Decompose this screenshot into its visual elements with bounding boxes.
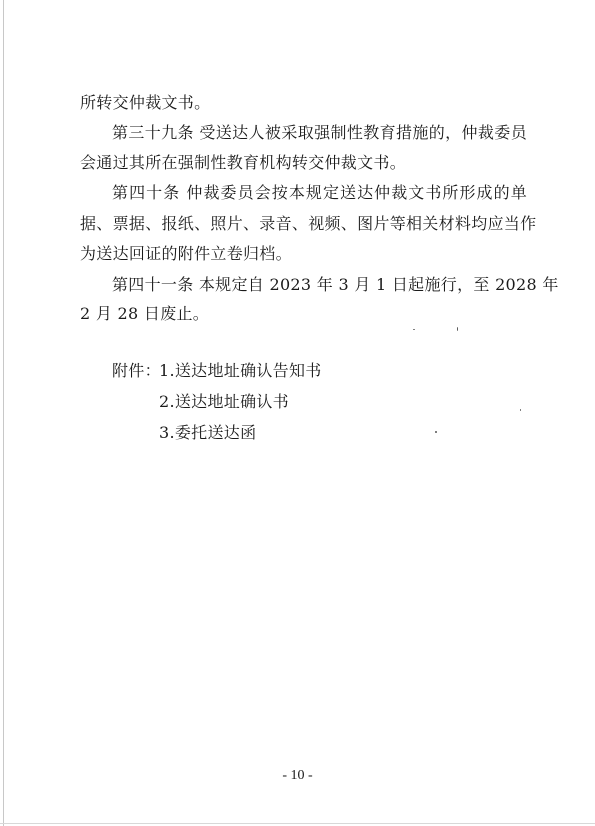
article-41-line-2: 2 月 28 日废止。 [80, 304, 210, 323]
article-40-line-3: 为送达回证的附件立卷归档。 [80, 244, 292, 263]
attachment-item: 2.送达地址确认书 [159, 392, 289, 411]
attachments-label: 附件： [112, 361, 161, 380]
article-39-line-2: 会通过其所在强制性教育机构转交仲裁文书。 [80, 153, 407, 172]
attachment-item: 1.送达地址确认告知书 [159, 361, 322, 380]
page-left-edge [3, 0, 4, 826]
article-40-line-2: 据、票据、报纸、照片、录音、视频、图片等相关材料均应当作 [80, 214, 537, 233]
scan-speck [435, 431, 437, 433]
scan-speck [413, 329, 415, 330]
article-40-line-1: 第四十条 仲裁委员会按本规定送达仲裁文书所形成的单 [112, 183, 527, 202]
article-39-line-1: 第三十九条 受送达人被采取强制性教育措施的，仲裁委员 [112, 123, 527, 142]
scan-speck [457, 327, 458, 331]
page-bottom-edge [0, 823, 595, 824]
scan-speck [520, 409, 521, 411]
article-41-line-1: 第四十一条 本规定自 2023 年 3 月 1 日起施行，至 2028 年 [112, 275, 559, 294]
attachment-item: 3.委托送达函 [159, 423, 257, 442]
text-line-1: 所转交仲裁文书。 [80, 93, 211, 112]
page-number: - 10 - [282, 768, 313, 783]
